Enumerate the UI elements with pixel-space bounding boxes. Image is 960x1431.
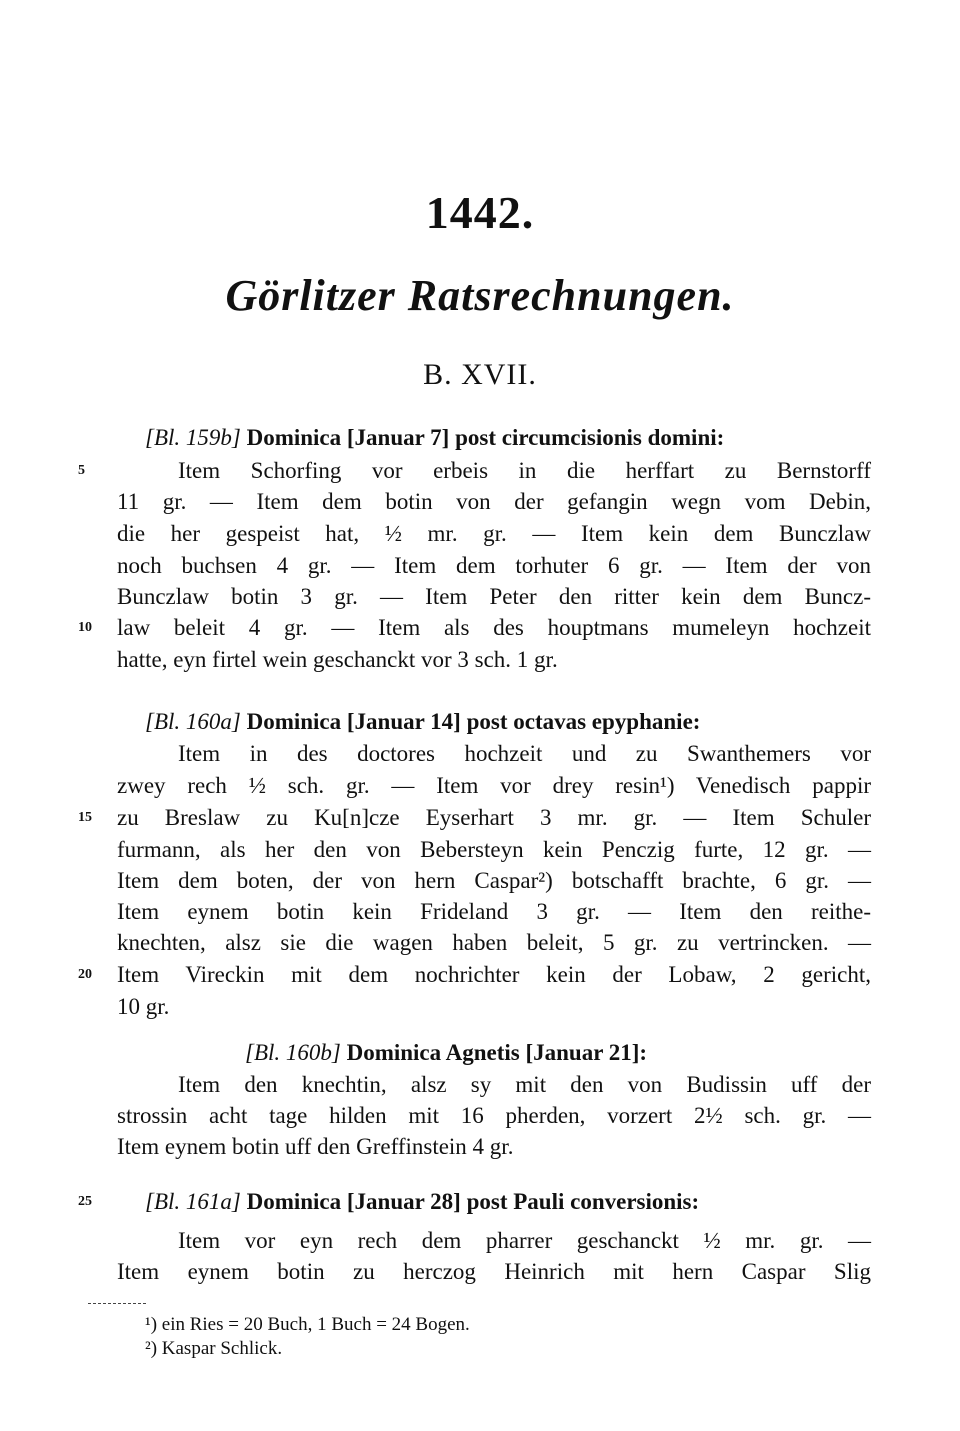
heading-text: Dominica [Januar 7] post circumcisionis domini:	[246, 425, 725, 450]
text-line: Bunczlaw botin 3 gr. — Item Peter den ritter kein dem Buncz-	[117, 584, 871, 609]
text-line: Item dem boten, der von hern Caspar²) botschafft brachte, 6 gr. —	[117, 868, 871, 893]
line-number: 10	[78, 620, 92, 635]
heading-text: Dominica [Januar 28] post Pauli conversionis:	[246, 1189, 700, 1214]
folio-ref: [Bl. 160a]	[145, 709, 241, 734]
text-line: 10 gr.	[117, 994, 170, 1019]
text-line: Item den knechtin, alsz sy mit den von Budissin uff der	[178, 1072, 871, 1097]
text-line: law beleit 4 gr. — Item als des houptmans mumeleyn hochzeit	[117, 615, 871, 640]
heading-text: Dominica [Januar 14] post octavas epyphanie:	[246, 709, 701, 734]
text-line: knechten, alsz sie die wagen haben beleit, 5 gr. zu vertrincken. —	[117, 930, 871, 955]
line-number: 20	[78, 967, 92, 982]
text-line: Item eynem botin kein Frideland 3 gr. — Item den reithe-	[117, 899, 871, 924]
text-line: hatte, eyn firtel wein geschanckt vor 3 sch. 1 gr.	[117, 647, 558, 672]
page-title: Görlitzer Ratsrechnungen.	[225, 271, 735, 320]
text-line: Item eynem botin uff den Greffinstein 4 gr.	[117, 1134, 514, 1159]
text-line: Item Vireckin mit dem nochrichter kein der Lobaw, 2 gericht,	[117, 962, 871, 987]
line-number: 5	[78, 463, 85, 478]
line-number: 15	[78, 810, 92, 825]
folio-ref: [Bl. 161a]	[145, 1189, 241, 1214]
text-line: Item vor eyn rech dem pharrer geschanckt ½ mr. gr. —	[178, 1228, 871, 1253]
footnote-separator	[88, 1303, 146, 1304]
volume-label: B. XVII.	[423, 358, 537, 391]
text-line: strossin acht tage hilden mit 16 pherden, vorzert 2½ sch. gr. —	[117, 1103, 871, 1128]
text-line: Item eynem botin zu herczog Heinrich mit hern Caspar Slig	[117, 1259, 871, 1284]
entry-heading	[245, 1037, 871, 1068]
footnote: ¹) ein Ries = 20 Buch, 1 Buch = 24 Bogen.	[145, 1314, 470, 1335]
heading-text: Dominica Agnetis [Januar 21]:	[346, 1040, 648, 1065]
text-line: zwey rech ½ sch. gr. — Item vor drey resin¹) Venedisch pappir	[117, 773, 871, 798]
entry-heading	[145, 422, 871, 453]
page-year: 1442.	[425, 187, 535, 238]
folio-ref: [Bl. 159b]	[145, 425, 241, 450]
entry-heading	[145, 1186, 871, 1217]
text-line: zu Breslaw zu Ku[n]cze Eyserhart 3 mr. gr. — Item Schuler	[117, 805, 871, 830]
text-line: noch buchsen 4 gr. — Item dem torhuter 6 gr. — Item der von	[117, 553, 871, 578]
text-line: Item in des doctores hochzeit und zu Swanthemers vor	[178, 741, 871, 766]
line-number: 25	[78, 1194, 92, 1209]
text-line: furmann, als her den von Bebersteyn kein Penczig furte, 12 gr. —	[117, 837, 871, 862]
text-line: die her gespeist hat, ½ mr. gr. — Item kein dem Bunczlaw	[117, 521, 871, 546]
folio-ref: [Bl. 160b]	[245, 1040, 341, 1065]
footnote: ²) Kaspar Schlick.	[145, 1338, 283, 1359]
entry-heading	[145, 706, 871, 737]
text-line: 11 gr. — Item dem botin von der gefangin wegn vom Debin,	[117, 489, 871, 514]
text-line: Item Schorfing vor erbeis in die herffart zu Bernstorff	[178, 458, 871, 483]
